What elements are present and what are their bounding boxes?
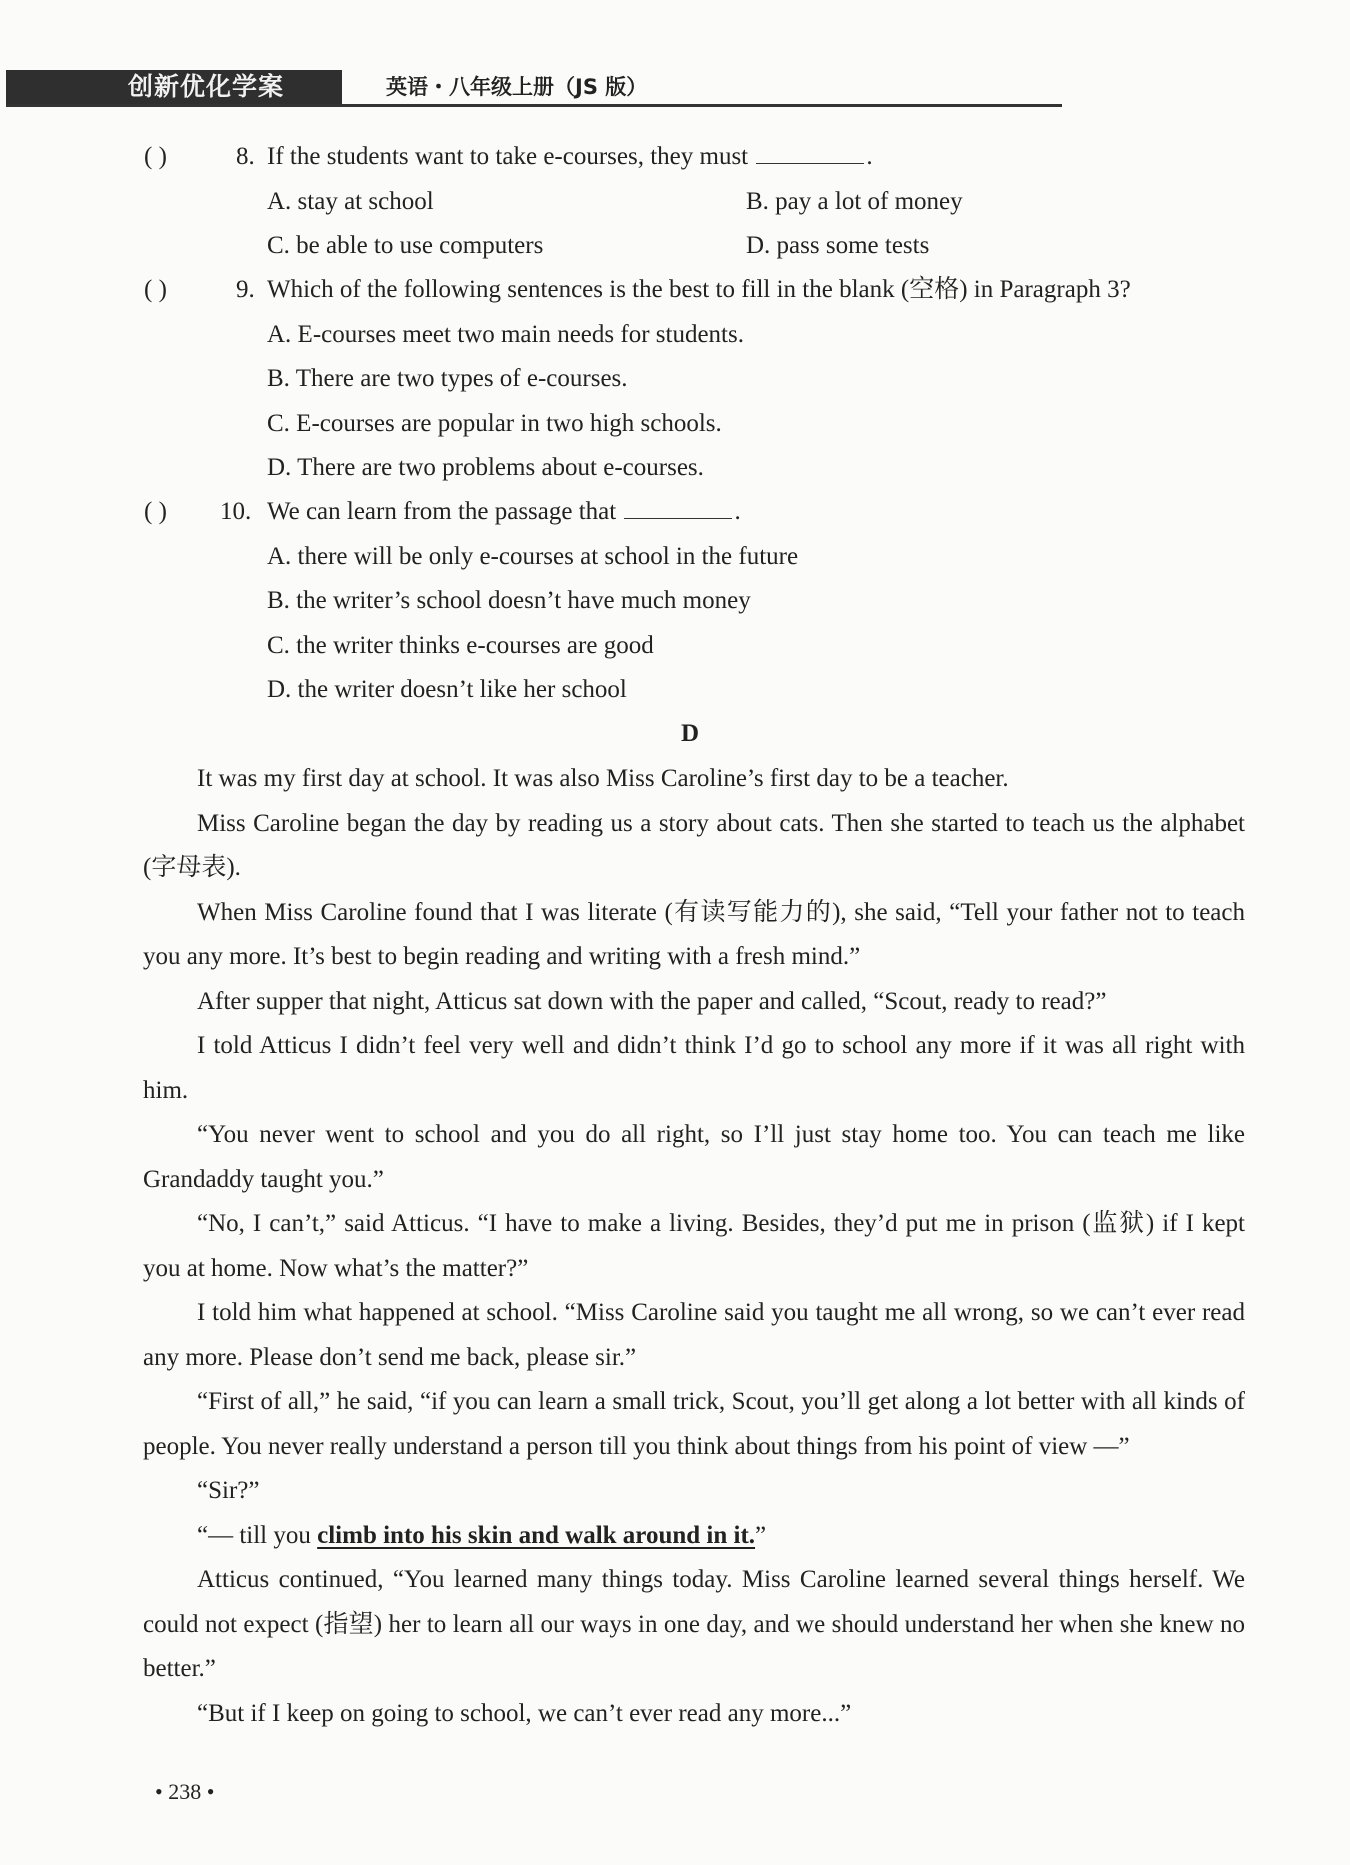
passage-paragraph: After supper that night, Atticus sat down with the paper and called, “Scout, ready to read?” xyxy=(197,987,1107,1015)
passage-paragraph: I told him what happened at school. “Miss Caroline said you taught me all wrong, so we can’t ever read any more. Please don’t send me back, please sir.” xyxy=(143,1299,1245,1371)
option-10d: D. the writer doesn’t like her school xyxy=(267,676,627,703)
page-number: • 238 • xyxy=(155,1779,215,1804)
option-10c: C. the writer thinks e-courses are good xyxy=(267,632,654,659)
option-9b: B. There are two types of e-courses. xyxy=(267,365,628,392)
passage-paragraph: When Miss Caroline found that I was literate (有读写能力的), she said, “Tell your father not to teach you any more. It’s best to begin reading and writing with a fresh mind.” xyxy=(143,898,1245,970)
question-number: 10. xyxy=(220,498,252,525)
header-title: 英语・八年级上册（JS 版） xyxy=(386,75,648,99)
answer-blank xyxy=(756,141,864,164)
option-10a: A. there will be only e-courses at school in the future xyxy=(267,543,799,570)
question-stem: Which of the following sentences is the best to fill in the blank (空格) in Paragraph 3? xyxy=(267,276,1131,303)
question-number: 8. xyxy=(236,143,255,170)
section-label: D xyxy=(680,720,700,747)
option-8a: A. stay at school xyxy=(267,188,434,215)
reading-passage xyxy=(143,757,1245,1736)
option-8b: B. pay a lot of money xyxy=(746,188,963,215)
option-8c: C. be able to use computers xyxy=(267,232,544,259)
passage-paragraph: I told Atticus I didn’t feel very well and didn’t think I’d go to school any more if it was all right with him. xyxy=(143,1032,1245,1104)
option-9c: C. E-courses are popular in two high schools. xyxy=(267,410,722,437)
question-stem: If the students want to take e-courses, they must . xyxy=(267,143,873,170)
passage-paragraph: “Sir?” xyxy=(197,1477,260,1504)
answer-paren: ( ) xyxy=(144,143,167,170)
passage-paragraph: Atticus continued, “You learned many things today. Miss Caroline learned several things herself. We could not expect (指望) her to learn all our ways in one day, and we should understand her when she knew no better.” xyxy=(143,1566,1245,1682)
answer-blank xyxy=(624,496,732,519)
answer-paren: ( ) xyxy=(144,276,167,303)
option-8d: D. pass some tests xyxy=(746,232,930,259)
passage-paragraph: “First of all,” he said, “if you can learn a small trick, Scout, you’ll get along a lot better with all kinds of people. You never really understand a person till you think about things from his point of view —” xyxy=(143,1388,1245,1460)
passage-paragraph: “— till you climb into his skin and walk around in it.” xyxy=(197,1521,767,1549)
page-header xyxy=(0,64,1350,106)
passage-paragraph: It was my first day at school. It was also Miss Caroline’s first day to be a teacher. xyxy=(197,765,1009,792)
answer-paren: ( ) xyxy=(144,498,167,525)
option-9d: D. There are two problems about e-courses. xyxy=(267,454,704,481)
underlined-phrase: climb into his skin and walk around in it. xyxy=(317,1521,756,1549)
header-brand: 创新优化学案 xyxy=(128,72,285,101)
header-rule xyxy=(6,104,1062,107)
option-10b: B. the writer’s school doesn’t have much money xyxy=(267,587,751,614)
passage-paragraph: Miss Caroline began the day by reading us a story about cats. Then she started to teach us the alphabet (字母表). xyxy=(143,809,1245,881)
option-9a: A. E-courses meet two main needs for students. xyxy=(267,321,744,348)
question-stem: We can learn from the passage that . xyxy=(267,498,741,525)
passage-paragraph: “No, I can’t,” said Atticus. “I have to make a living. Besides, they’d put me in prison (监狱) if I kept you at home. Now what’s the matter?” xyxy=(143,1210,1245,1282)
passage-paragraph: “But if I keep on going to school, we can’t ever read any more...” xyxy=(197,1699,852,1727)
question-number: 9. xyxy=(236,276,255,303)
passage-paragraph: “You never went to school and you do all right, so I’ll just stay home too. You can teach me like Grandaddy taught you.” xyxy=(143,1121,1245,1193)
